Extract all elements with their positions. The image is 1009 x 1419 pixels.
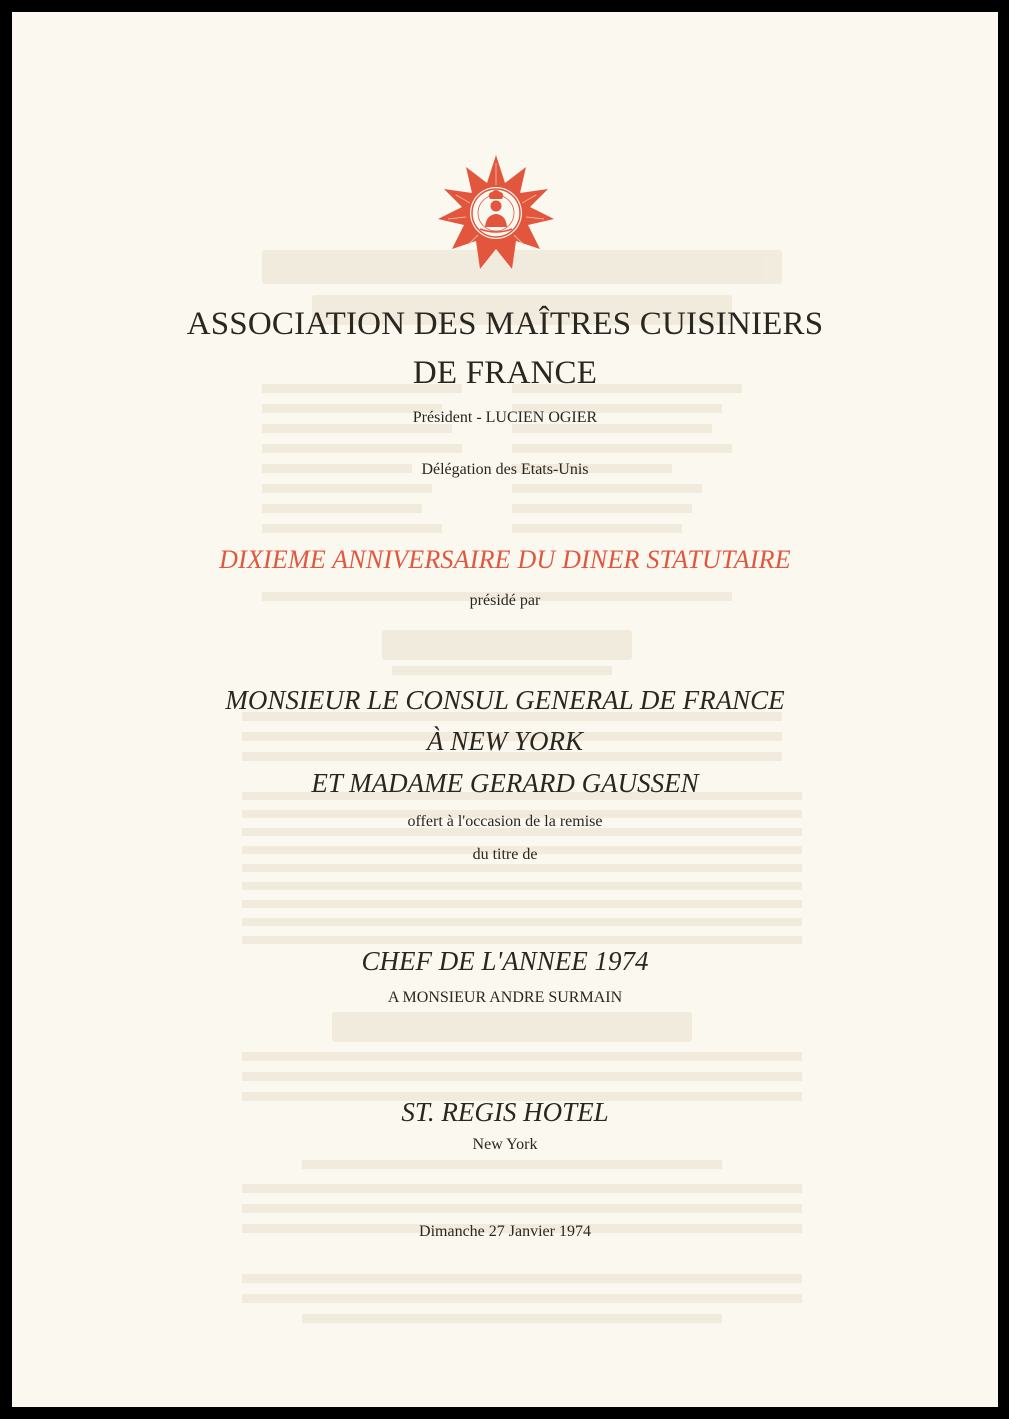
event-date: Dimanche 27 Janvier 1974 [419,1223,591,1240]
offered-line-2: du titre de [472,846,538,863]
host-line-1: MONSIEUR LE CONSUL GENERAL DE FRANCE [225,685,785,715]
president-line: Président - LUCIEN OGIER [412,409,598,426]
award-recipient: A MONSIEUR ANDRE SURMAIN [387,989,623,1006]
award-title: CHEF DE L'ANNEE 1974 [361,946,649,976]
star-medallion-emblem-icon [436,152,556,274]
association-title-line-2: DE FRANCE [412,355,598,391]
anniversary-heading: DIXIEME ANNIVERSAIRE DU DINER STATUTAIRE [219,545,791,574]
menu-page [12,12,998,1407]
venue-city: New York [472,1136,538,1153]
host-line-3: ET MADAME GERARD GAUSSEN [311,768,699,798]
delegation-line: Délégation des Etats-Unis [421,461,589,478]
presided-by-line: présidé par [469,592,541,609]
host-line-2: À NEW YORK [426,726,583,756]
venue-name: ST. REGIS HOTEL [401,1097,609,1127]
offered-line-1: offert à l'occasion de la remise [407,813,603,830]
association-title-line-1: ASSOCIATION DES MAÎTRES CUISINIERS [186,306,824,342]
